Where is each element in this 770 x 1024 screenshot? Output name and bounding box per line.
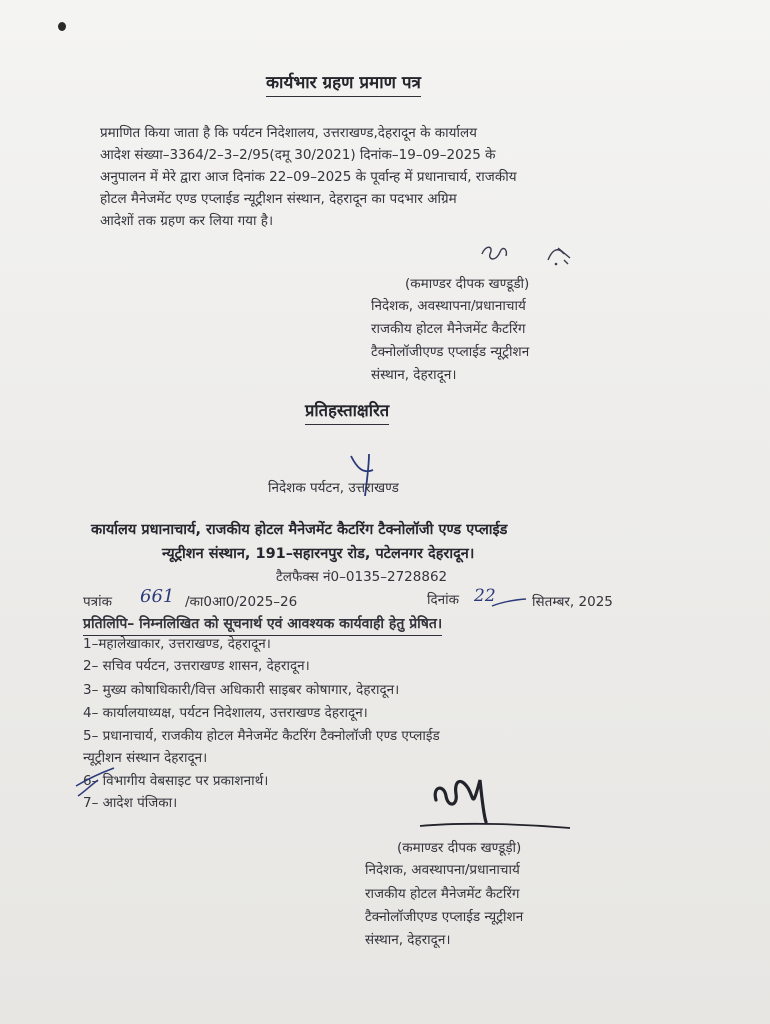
paragraph-line-2: आदेश संख्या–3364/2–3–2/95(दमू 30/2021) दिनांक–19–09–2025 के [100, 147, 496, 163]
telefax: टैलफैक्स नं0–0135–2728862 [276, 569, 448, 585]
date-handwritten: 22 [474, 586, 496, 606]
ref-number-handwritten: 661 [140, 586, 175, 607]
signatory-designation-1: निदेशक, अवस्थापना/प्रधानाचार्य [371, 298, 526, 314]
signatory-designation-2: निदेशक, अवस्थापना/प्रधानाचार्य [365, 862, 520, 878]
signatory-name-2: (कमाण्डर दीपक खण्डूड़ी) [397, 840, 522, 856]
paragraph-line-4: होटल मैनेजमेंट एण्ड एप्लाईड न्यूट्रीशन संस्थान, देहरादून का पदभार अग्रिम [100, 191, 457, 207]
countersigned-to: निदेशक पर्यटन, उत्तराखण्ड [268, 480, 399, 496]
signatory-institute-1a: राजकीय होटल मैनेजमेंट कैटरिंग [371, 321, 526, 337]
ink-spot [58, 22, 66, 31]
signatory-institute-2b: टैक्नोलॉजीएण्ड एप्लाईड न्यूट्रीशन [365, 909, 524, 925]
copy-item-6: 6– विभागीय वेबसाइट पर प्रकाशनार्थ। [83, 773, 269, 789]
office-header-line-1: कार्यालय प्रधानाचार्य, राजकीय होटल मैनेजमेंट कैटरिंग टैक्नोलॉजी एण्ड एप्लाईड [91, 522, 508, 538]
countersigned-heading: प्रतिहस्ताक्षरित [305, 403, 389, 425]
signatory-institute-2a: राजकीय होटल मैनेजमेंट कैटरिंग [365, 886, 520, 902]
date-label: दिनांक [427, 592, 460, 608]
signatory-institute-2c: संस्थान, देहरादून। [365, 932, 451, 948]
ref-label: पत्रांक [83, 594, 112, 610]
copy-item-5: 5– प्रधानाचार्य, राजकीय होटल मैनेजमेंट कैटरिंग टैक्नोलॉजी एण्ड एप्लाईड [83, 728, 440, 744]
signature-initials-1 [478, 240, 588, 270]
date-suffix: सितम्बर, 2025 [532, 594, 613, 610]
ref-suffix: /का0आ0/2025–26 [185, 594, 298, 610]
signatory-institute-1c: संस्थान, देहरादून। [371, 367, 457, 383]
copy-item-2: 2– सचिव पर्यटन, उत्तराखण्ड शासन, देहरादून। [83, 658, 310, 674]
date-stroke [490, 596, 530, 610]
copy-heading: प्रतिलिपि– निम्नलिखित को सूचनार्थ एवं आवश्यक कार्यवाही हेतु प्रेषित। [83, 617, 442, 636]
copy-item-3: 3– मुख्य कोषाधिकारी/वित्त अधिकारी साइबर कोषागार, देहरादून। [83, 682, 400, 698]
paragraph-line-5: आदेशों तक ग्रहण कर लिया गया है। [100, 213, 274, 229]
copy-item-7: 7– आदेश पंजिका। [83, 795, 178, 811]
certificate-title: कार्यभार ग्रहण प्रमाण पत्र [266, 75, 421, 97]
paragraph-line-1: प्रमाणित किया जाता है कि पर्यटन निदेशालय, उत्तराखण्ड,देहरादून के कार्यालय [100, 125, 477, 141]
copy-item-1: 1–महालेखाकार, उत्तराखण्ड, देहरादून। [83, 636, 271, 652]
signatory-institute-1b: टैक्नोलॉजीएण्ड एप्लाईड न्यूट्रीशन [371, 344, 530, 360]
copy-item-4: 4– कार्यालयाध्यक्ष, पर्यटन निदेशालय, उत्तराखण्ड देहरादून। [83, 705, 368, 721]
check-marks [72, 764, 122, 800]
copy-item-5-cont: न्यूट्रीशन संस्थान देहरादून। [83, 750, 208, 766]
signatory-name-1: (कमाण्डर दीपक खण्डूडी) [405, 276, 530, 292]
office-header-line-2: न्यूट्रीशन संस्थान, 191–सहारनपुर रोड, पटेलनगर देहरादून। [162, 546, 475, 562]
paragraph-line-3: अनुपालन में मेरे द्वारा आज दिनांक 22–09–2025 के पूर्वान्ह में प्रधानाचार्य, राजकीय [100, 169, 517, 185]
signature-2 [414, 770, 574, 832]
